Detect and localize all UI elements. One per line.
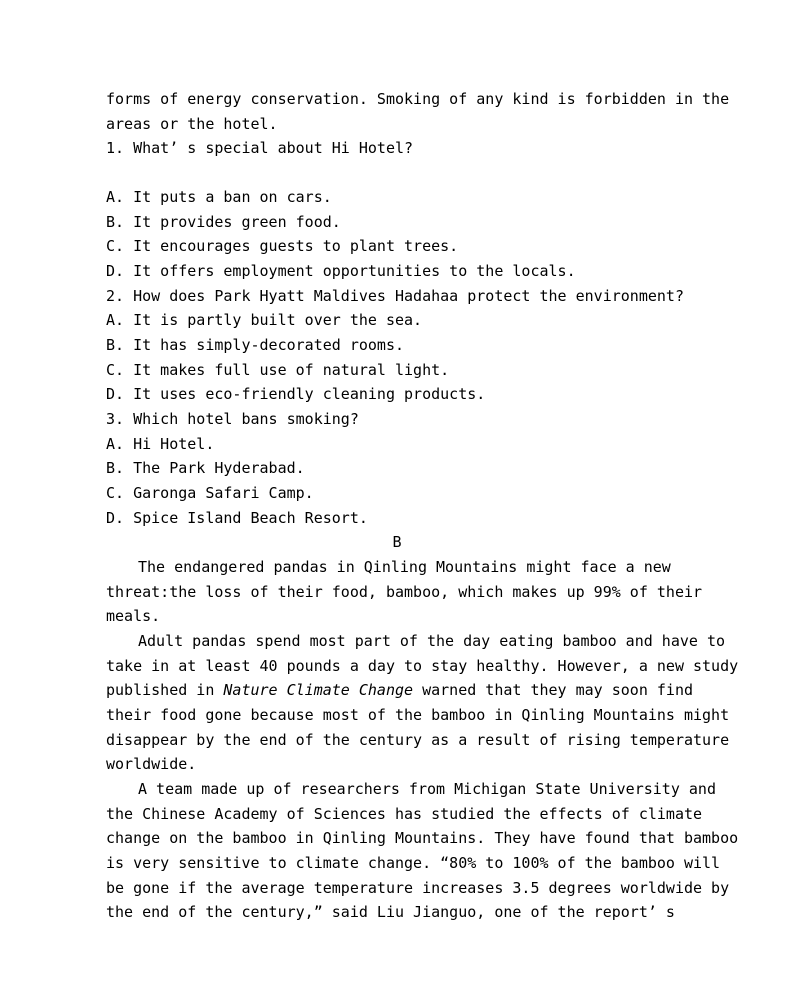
question-2-stem: 2. How does Park Hyatt Maldives Hadahaa protect the environment? (106, 287, 684, 305)
question-2-option-c: C. It makes full use of natural light. (106, 361, 450, 379)
paragraph-1-line: The endangered pandas in Qinling Mountains might face a new (138, 558, 671, 576)
paragraph-3-line: is very sensitive to climate change. “80% to 100% of the bamboo will (106, 854, 721, 872)
question-2-option-d: D. It uses eco-friendly cleaning products. (106, 385, 486, 403)
question-3-option-a: A. Hi Hotel. (106, 435, 215, 453)
question-1-option-d: D. It offers employment opportunities to the locals. (106, 262, 576, 280)
question-3-stem: 3. Which hotel bans smoking? (106, 410, 359, 428)
paragraph-3-line: change on the bamboo in Qinling Mountains. They have found that bamboo (106, 829, 739, 847)
paragraph-3-line: A team made up of researchers from Michigan State University and (138, 780, 716, 798)
paragraph-2-line: their food gone because most of the bamboo in Qinling Mountains might (106, 706, 730, 724)
paragraph-2-line: disappear by the end of the century as a result of rising temperature (106, 731, 730, 749)
paragraph-2-line (106, 680, 693, 700)
paragraph-1-line: threat:the loss of their food, bamboo, which makes up 99% of their (106, 583, 703, 601)
passage-text-line: forms of energy conservation. Smoking of any kind is forbidden in the (106, 90, 730, 108)
passage-text-line: areas or the hotel. (106, 115, 278, 133)
question-2-option-a: A. It is partly built over the sea. (106, 311, 423, 329)
question-3-option-d: D. Spice Island Beach Resort. (106, 509, 368, 527)
paragraph-3-line: the Chinese Academy of Sciences has studied the effects of climate (106, 805, 703, 823)
question-1-stem: 1. What’ s special about Hi Hotel? (106, 139, 414, 157)
question-1-option-c: C. It encourages guests to plant trees. (106, 237, 459, 255)
question-3-option-b: B. The Park Hyderabad. (106, 459, 305, 477)
question-1-option-a: A. It puts a ban on cars. (106, 188, 332, 206)
paragraph-2-text: published in (106, 681, 224, 699)
question-2-option-b: B. It has simply-decorated rooms. (106, 336, 405, 354)
paragraph-2-line: worldwide. (106, 755, 197, 773)
paragraph-2-line: take in at least 40 pounds a day to stay healthy. However, a new study (106, 657, 739, 675)
paragraph-3-line: be gone if the average temperature increases 3.5 degrees worldwide by (106, 879, 730, 897)
question-3-option-c: C. Garonga Safari Camp. (106, 484, 314, 502)
question-1-option-b: B. It provides green food. (106, 213, 341, 231)
paragraph-3-line: the end of the century,” said Liu Jianguo, one of the report’ s (106, 903, 675, 921)
paragraph-2-text: warned that they may soon find (413, 681, 694, 699)
paragraph-1-line: meals. (106, 607, 161, 625)
paragraph-2-line: Adult pandas spend most part of the day eating bamboo and have to (138, 632, 725, 650)
journal-title: Nature Climate Change (223, 681, 414, 699)
section-heading: B (392, 533, 402, 551)
